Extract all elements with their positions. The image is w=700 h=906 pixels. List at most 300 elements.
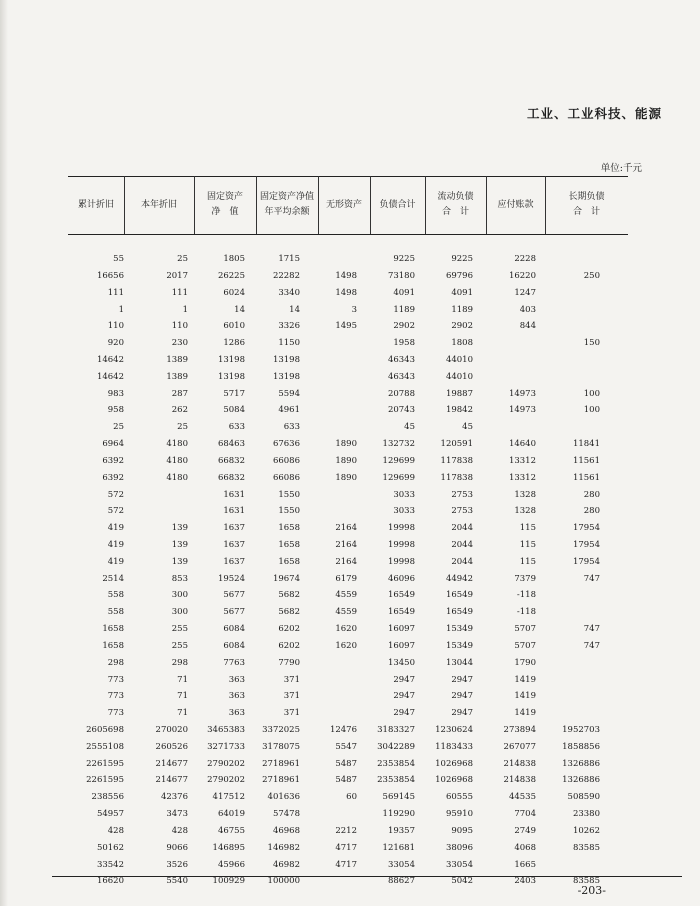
table-cell: 2718961 xyxy=(262,775,300,786)
table-cell: 1326886 xyxy=(562,775,600,786)
table-cell: 2718961 xyxy=(262,758,300,769)
table-cell: -118 xyxy=(516,607,536,618)
table-cell: 14973 xyxy=(508,405,536,416)
table-cell: 2749 xyxy=(514,825,536,836)
table-cell: 920 xyxy=(107,338,124,349)
table-cell: 139 xyxy=(171,556,188,567)
table-cell: 26225 xyxy=(217,270,245,281)
table-cell: 5707 xyxy=(514,624,536,634)
table-cell: 13198 xyxy=(217,354,245,365)
table-cell: 2164 xyxy=(335,523,357,534)
table-cell: 572 xyxy=(107,489,124,500)
table-row xyxy=(0,321,700,337)
table-cell: 2753 xyxy=(451,506,473,517)
table-cell: 25 xyxy=(177,254,188,264)
table-cell: 60 xyxy=(346,792,357,803)
table-cell: 4559 xyxy=(335,607,357,618)
table-cell: 5707 xyxy=(514,640,536,651)
table-row xyxy=(0,624,700,640)
table-cell: 19842 xyxy=(445,405,473,416)
table-cell: 6179 xyxy=(335,573,357,584)
table-cell: 83585 xyxy=(572,876,600,887)
table-cell: 11841 xyxy=(572,439,600,449)
table-cell: 3183327 xyxy=(377,725,415,735)
table-row xyxy=(0,540,700,556)
table-cell: 46096 xyxy=(387,573,415,584)
table-cell: 4717 xyxy=(335,859,357,870)
table-cell: 9225 xyxy=(451,254,473,264)
table-cell: 13312 xyxy=(508,455,536,466)
table-cell: 572 xyxy=(107,506,124,517)
table-cell: 57478 xyxy=(272,809,300,820)
table-cell: 983 xyxy=(107,388,124,399)
table-cell: 44010 xyxy=(445,371,473,382)
table-cell: 280 xyxy=(583,489,600,500)
footer-rule xyxy=(52,876,682,877)
table-cell: 270020 xyxy=(155,725,188,735)
table-cell: 13198 xyxy=(272,371,300,382)
table-cell: 66086 xyxy=(272,455,300,466)
table-cell: 2228 xyxy=(514,254,536,264)
table-cell: 6202 xyxy=(278,640,300,651)
table-cell: 1326886 xyxy=(562,758,600,769)
table-cell: 19998 xyxy=(387,539,415,550)
table-cell: 7704 xyxy=(514,809,536,820)
table-cell: 20743 xyxy=(387,405,415,416)
table-cell: 6202 xyxy=(278,624,300,634)
table-cell: 68463 xyxy=(217,439,245,449)
table-cell: 298 xyxy=(107,657,124,668)
table-cell: 5487 xyxy=(335,758,357,769)
table-cell: 273894 xyxy=(503,725,536,735)
table-cell: 2261595 xyxy=(86,758,124,769)
table-cell: 5717 xyxy=(223,388,245,399)
table-row xyxy=(0,826,700,842)
page-title: 工业、工业科技、能源 xyxy=(526,106,662,121)
table-cell: 2353854 xyxy=(377,775,415,786)
table-row xyxy=(0,860,700,876)
table-cell: 2403 xyxy=(514,876,536,887)
table-row xyxy=(0,708,700,724)
table-cell: 129699 xyxy=(382,472,415,483)
table-cell: 1498 xyxy=(335,270,357,281)
table-row xyxy=(0,725,700,741)
page-number: -203- xyxy=(577,884,606,897)
table-cell: 33054 xyxy=(387,859,415,870)
table-row xyxy=(0,843,700,859)
table-cell: 17954 xyxy=(572,539,600,550)
table-cell: 2947 xyxy=(393,674,415,685)
table-cell: 3473 xyxy=(166,809,188,820)
table-cell: 9095 xyxy=(451,825,473,836)
table-cell: 853 xyxy=(171,573,188,584)
table-row xyxy=(0,372,700,388)
table-cell: 19524 xyxy=(217,573,245,584)
table-cell: 4717 xyxy=(335,842,357,853)
table-cell: 66832 xyxy=(217,455,245,466)
table-cell: 44942 xyxy=(445,573,473,584)
table-cell: 19674 xyxy=(272,573,300,584)
table-row xyxy=(0,506,700,522)
table-cell: 15349 xyxy=(445,624,473,634)
table-cell: 1150 xyxy=(278,338,300,349)
table-cell: 71 xyxy=(177,691,188,702)
table-cell: 4091 xyxy=(393,287,415,298)
table-cell: 71 xyxy=(177,708,188,719)
table-row xyxy=(0,691,700,707)
table-cell: 45966 xyxy=(217,859,245,870)
table-cell: 2947 xyxy=(451,691,473,702)
table-cell: 16656 xyxy=(96,270,124,281)
table-cell: 5042 xyxy=(451,876,473,887)
table-cell: 2514 xyxy=(102,573,124,584)
table-cell: 13312 xyxy=(508,472,536,483)
table-row xyxy=(0,775,700,791)
table-cell: -118 xyxy=(516,590,536,601)
table-cell: 110 xyxy=(171,321,188,332)
table-cell: 7790 xyxy=(278,657,300,668)
table-cell: 45 xyxy=(462,422,473,433)
table-cell: 230 xyxy=(171,338,188,349)
table-row xyxy=(0,389,700,405)
table-cell: 13450 xyxy=(387,657,415,668)
table-cell: 38096 xyxy=(445,842,473,853)
table-cell: 363 xyxy=(228,674,245,685)
table-cell: 1808 xyxy=(451,338,473,349)
table-cell: 3326 xyxy=(278,321,300,332)
table-cell: 773 xyxy=(107,708,124,719)
table-cell: 13198 xyxy=(272,354,300,365)
table-cell: 73180 xyxy=(387,270,415,281)
table-cell: 2947 xyxy=(393,708,415,719)
table-cell: 139 xyxy=(171,539,188,550)
column-header-accounts-payable: 应付账款 xyxy=(497,199,534,210)
table-cell: 3526 xyxy=(166,859,188,870)
table-cell: 95910 xyxy=(445,809,473,820)
table-cell: 403 xyxy=(519,304,536,315)
table-cell: 6084 xyxy=(223,624,245,634)
table-cell: 747 xyxy=(583,573,600,584)
table-cell: 428 xyxy=(107,825,124,836)
table-cell: 132732 xyxy=(382,439,415,449)
table-cell: 1637 xyxy=(223,556,245,567)
table-cell: 16549 xyxy=(445,590,473,601)
table-row xyxy=(0,338,700,354)
table-cell: 1328 xyxy=(514,489,536,500)
table-cell: 4068 xyxy=(514,842,536,853)
table-cell: 9225 xyxy=(393,254,415,264)
table-cell: 280 xyxy=(583,506,600,517)
table-cell: 1189 xyxy=(393,304,415,315)
table-row xyxy=(0,439,700,455)
table-cell: 111 xyxy=(171,287,188,298)
table-cell: 64019 xyxy=(217,809,245,820)
table-cell: 13044 xyxy=(445,657,473,668)
table-cell: 1183433 xyxy=(435,741,473,752)
table-row xyxy=(0,658,700,674)
table-row xyxy=(0,759,700,775)
table-cell: 214677 xyxy=(155,758,188,769)
table-row xyxy=(0,288,700,304)
table-cell: 2164 xyxy=(335,539,357,550)
table-cell: 60555 xyxy=(445,792,473,803)
table-cell: 1550 xyxy=(278,489,300,500)
table-cell: 2947 xyxy=(451,674,473,685)
table-cell: 1 xyxy=(118,304,124,315)
table-cell: 371 xyxy=(283,708,300,719)
table-cell: 25 xyxy=(113,422,124,433)
table-row xyxy=(0,456,700,472)
table-cell: 17954 xyxy=(572,556,600,567)
table-cell: 1790 xyxy=(514,657,536,668)
table-cell: 14642 xyxy=(96,354,124,365)
table-cell: 6392 xyxy=(102,472,124,483)
table-cell: 428 xyxy=(171,825,188,836)
table-row xyxy=(0,523,700,539)
table-cell: 2212 xyxy=(335,825,357,836)
table-cell: 3340 xyxy=(278,287,300,298)
table-cell: 1419 xyxy=(514,674,536,685)
table-cell: 1658 xyxy=(102,640,124,651)
table-cell: 1952703 xyxy=(562,725,600,735)
table-cell: 6964 xyxy=(102,439,124,449)
table-cell: 3033 xyxy=(393,489,415,500)
table-cell: 1189 xyxy=(451,304,473,315)
table-cell: 19998 xyxy=(387,523,415,534)
table-cell: 5540 xyxy=(166,876,188,887)
table-cell: 1658 xyxy=(278,556,300,567)
table-cell: 13198 xyxy=(217,371,245,382)
table-cell: 83585 xyxy=(572,842,600,853)
table-cell: 129699 xyxy=(382,455,415,466)
table-cell: 44010 xyxy=(445,354,473,365)
table-cell: 16097 xyxy=(387,624,415,634)
table-cell: 5677 xyxy=(223,590,245,601)
table-cell: 1620 xyxy=(335,640,357,651)
table-cell: 111 xyxy=(107,287,124,298)
table-cell: 71 xyxy=(177,674,188,685)
table-cell: 23380 xyxy=(572,809,600,820)
table-cell: 22282 xyxy=(272,270,300,281)
table-cell: 773 xyxy=(107,691,124,702)
table-cell: 45 xyxy=(404,422,415,433)
table-cell: 46343 xyxy=(387,371,415,382)
table-row xyxy=(0,557,700,573)
table-cell: 7763 xyxy=(223,657,245,668)
table-cell: 11561 xyxy=(572,455,600,466)
table-cell: 3 xyxy=(351,304,357,315)
table-cell: 1495 xyxy=(335,321,357,332)
table-cell: 16097 xyxy=(387,640,415,651)
table-cell: 2555108 xyxy=(86,741,124,752)
table-cell: 12476 xyxy=(329,725,357,735)
table-header-rule xyxy=(68,234,628,235)
column-header-total-liabilities: 负债合计 xyxy=(379,199,416,210)
table-cell: 558 xyxy=(107,590,124,601)
table-cell: 2044 xyxy=(451,539,473,550)
table-cell: 262 xyxy=(171,405,188,416)
table-cell: 117838 xyxy=(440,455,473,466)
table-cell: 20788 xyxy=(387,388,415,399)
table-cell: 1389 xyxy=(166,354,188,365)
table-cell: 42376 xyxy=(160,792,188,803)
table-cell: 6392 xyxy=(102,455,124,466)
table-row xyxy=(0,792,700,808)
table-row xyxy=(0,641,700,657)
table-cell: 19887 xyxy=(445,388,473,399)
table-cell: 2902 xyxy=(451,321,473,332)
table-cell: 3271733 xyxy=(207,741,245,752)
table-cell: 110 xyxy=(107,321,124,332)
table-cell: 1230624 xyxy=(435,725,473,735)
table-cell: 14640 xyxy=(508,439,536,449)
table-cell: 19998 xyxy=(387,556,415,567)
table-cell: 2605698 xyxy=(86,725,124,735)
table-cell: 4559 xyxy=(335,590,357,601)
table-cell: 3465383 xyxy=(207,725,245,735)
table-cell: 115 xyxy=(519,523,536,534)
table-cell: 3033 xyxy=(393,506,415,517)
table-cell: 1805 xyxy=(223,254,245,264)
table-cell: 14 xyxy=(289,304,300,315)
table-cell: 54957 xyxy=(96,809,124,820)
table-cell: 6084 xyxy=(223,640,245,651)
table-cell: 150 xyxy=(583,338,600,349)
table-cell: 633 xyxy=(228,422,245,433)
table-cell: 1620 xyxy=(335,624,357,634)
table-cell: 10262 xyxy=(572,825,600,836)
table-cell: 17954 xyxy=(572,523,600,534)
table-row xyxy=(0,574,700,590)
table-row xyxy=(0,355,700,371)
table-cell: 1419 xyxy=(514,691,536,702)
table-cell: 419 xyxy=(107,539,124,550)
table-row xyxy=(0,405,700,421)
table-cell: 2044 xyxy=(451,556,473,567)
table-cell: 1 xyxy=(182,304,188,315)
table-cell: 146982 xyxy=(267,842,300,853)
table-cell: 4180 xyxy=(166,439,188,449)
table-cell: 100 xyxy=(583,405,600,416)
table-cell: 419 xyxy=(107,556,124,567)
table-cell: 300 xyxy=(171,607,188,618)
table-cell: 1958 xyxy=(393,338,415,349)
table-cell: 1389 xyxy=(166,371,188,382)
table-cell: 1890 xyxy=(335,455,357,466)
table-cell: 255 xyxy=(171,640,188,651)
table-cell: 25 xyxy=(177,422,188,433)
table-cell: 16549 xyxy=(387,590,415,601)
column-header-annual-depreciation: 本年折旧 xyxy=(140,199,177,210)
table-cell: 214677 xyxy=(155,775,188,786)
table-cell: 16620 xyxy=(96,876,124,887)
table-cell: 139 xyxy=(171,523,188,534)
table-cell: 633 xyxy=(283,422,300,433)
table-cell: 1658 xyxy=(278,523,300,534)
table-cell: 250 xyxy=(583,270,600,281)
table-cell: 1858856 xyxy=(562,741,600,752)
table-cell: 747 xyxy=(583,624,600,634)
table-row xyxy=(0,254,700,270)
table-cell: 115 xyxy=(519,556,536,567)
table-cell: 2790202 xyxy=(207,775,245,786)
table-cell: 1631 xyxy=(223,506,245,517)
column-header-accumulated-depreciation: 累计折旧 xyxy=(77,199,114,210)
column-header-long-term-liabilities: 长期负债 合 计 xyxy=(568,192,605,217)
table-cell: 419 xyxy=(107,523,124,534)
table-cell: 1715 xyxy=(278,254,300,264)
table-cell: 117838 xyxy=(440,472,473,483)
table-cell: 16220 xyxy=(508,270,536,281)
table-row xyxy=(0,809,700,825)
table-row xyxy=(0,473,700,489)
table-cell: 844 xyxy=(519,321,536,332)
table-cell: 298 xyxy=(171,657,188,668)
table-cell: 120591 xyxy=(440,439,473,449)
table-cell: 1658 xyxy=(278,539,300,550)
table-cell: 4961 xyxy=(278,405,300,416)
table-cell: 119290 xyxy=(382,809,415,820)
table-cell: 1637 xyxy=(223,539,245,550)
table-cell: 5677 xyxy=(223,607,245,618)
table-cell: 19357 xyxy=(387,825,415,836)
table-cell: 2947 xyxy=(451,708,473,719)
table-cell: 4180 xyxy=(166,472,188,483)
table-row xyxy=(0,305,700,321)
table-cell: 1328 xyxy=(514,506,536,517)
table-cell: 260526 xyxy=(155,741,188,752)
table-cell: 363 xyxy=(228,691,245,702)
table-cell: 1665 xyxy=(514,859,536,870)
table-row xyxy=(0,742,700,758)
table-cell: 5682 xyxy=(278,590,300,601)
table-cell: 287 xyxy=(171,388,188,399)
table-row xyxy=(0,590,700,606)
table-cell: 2790202 xyxy=(207,758,245,769)
table-cell: 46982 xyxy=(272,859,300,870)
table-cell: 1658 xyxy=(102,624,124,634)
table-row xyxy=(0,675,700,691)
table-row xyxy=(0,271,700,287)
table-cell: 14973 xyxy=(508,388,536,399)
table-cell: 747 xyxy=(583,640,600,651)
table-cell: 146895 xyxy=(212,842,245,853)
table-cell: 100 xyxy=(583,388,600,399)
table-cell: 6024 xyxy=(223,287,245,298)
table-cell: 6010 xyxy=(223,321,245,332)
table-cell: 1631 xyxy=(223,489,245,500)
table-cell: 1247 xyxy=(514,287,536,298)
table-cell: 46755 xyxy=(217,825,245,836)
table-cell: 121681 xyxy=(382,842,415,853)
column-header-intangible-assets: 无形资产 xyxy=(325,199,362,210)
table-cell: 5682 xyxy=(278,607,300,618)
table-cell: 2947 xyxy=(393,691,415,702)
table-cell: 33054 xyxy=(445,859,473,870)
table-cell: 14642 xyxy=(96,371,124,382)
table-cell: 55 xyxy=(113,254,124,264)
table-cell: 2164 xyxy=(335,556,357,567)
table-cell: 1498 xyxy=(335,287,357,298)
column-header-current-liabilities: 流动负债 合 计 xyxy=(437,192,474,217)
table-cell: 238556 xyxy=(91,792,124,803)
table-cell: 88627 xyxy=(387,876,415,887)
table-cell: 2353854 xyxy=(377,758,415,769)
table-cell: 5487 xyxy=(335,775,357,786)
table-cell: 5547 xyxy=(335,741,357,752)
table-cell: 1550 xyxy=(278,506,300,517)
column-header-fixed-assets-net: 固定资产 净 值 xyxy=(206,192,243,217)
